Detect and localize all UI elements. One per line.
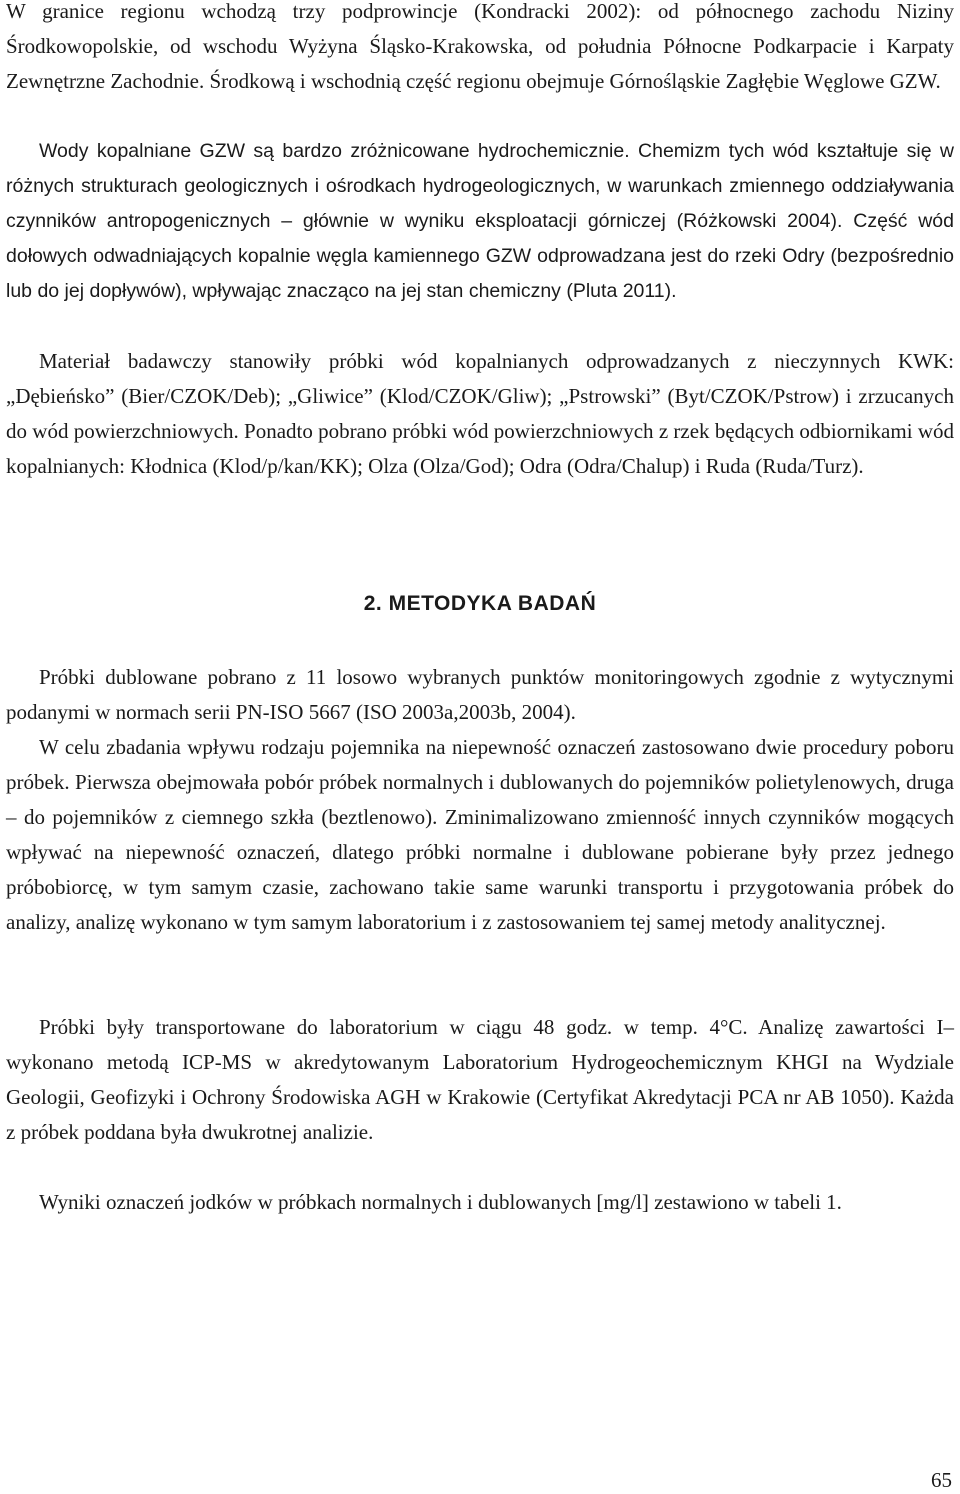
page-number: 65 [931,1468,952,1492]
paragraph-region-boundaries: W granice regionu wchodzą trzy podprowincje (Kondracki 2002): od północnego zachodu Niziny Środkowopolskie, od wschodu Wyżyna Śląsko-Krakowska, od południa Północne Podkarpacie i Karpaty Zewnętrzne Zachodnie. Środkową i wschodnią część regionu obejmuje Górnośląskie Zagłębie Węglowe GZW. [6,0,954,93]
section-heading: 2. METODYKA BADAŃ [363,592,597,615]
paragraph-results-reference: Wyniki oznaczeń jodków w próbkach normalnych i dublowanych [mg/l] zestawiono w tabeli 1. [39,1190,842,1214]
paragraph-duplicate-samples: Próbki dublowane pobrano z 11 losowo wybranych punktów monitoringowych zgodnie z wytycznymi podanymi w normach serii PN-ISO 5667 (ISO 2003a,2003b, 2004). [6,665,954,724]
paragraph-transport-analysis: Próbki były transportowane do laboratorium w ciągu 48 godz. w temp. 4°C. Analizę zawartości I– wykonano metodą ICP-MS w akredytowanym Laboratorium Hydrogeochemicznym KHGI na Wydziale Geologii, Geofizyki i Ochrony Środowiska AGH w Krakowie (Certyfikat Akredytacji PCA nr AB 1050). Każda z próbek poddana była dwukrotnej analizie. [6,1015,954,1144]
paragraph-research-material: Materiał badawczy stanowiły próbki wód kopalnianych odprowadzanych z nieczynnych KWK: „Dębieńsko” (Bier/CZOK/Deb); „Gliwice” (Klod/CZOK/Gliw); „Pstrowski” (Byt/CZOK/Pstrow) i zrzucanych do wód powierzchniowych. Ponadto pobrano próbki wód powierzchniowych z rzek będących odbiornikami wód kopalnianych: Kłodnica (Klod/p/kan/KK); Olza (Olza/God); Odra (Odra/Chalup) i Ruda (Ruda/Turz). [6,349,954,478]
paragraph-sampling-procedure: W celu zbadania wpływu rodzaju pojemnika na niepewność oznaczeń zastosowano dwie procedury poboru próbek. Pierwsza obejmowała pobór próbek normalnych i dublowanych do pojemników polietylenowych, druga – do pojemników z ciemnego szkła (beztlenowo). Zminimalizowano zmienność innych czynników mogących wpływać na niepewność oznaczeń, dlatego próbki normalne i dublowane pobierane były przez jednego próbobiorcę, w tym samym czasie, zachowano takie same warunki transportu i przygotowania próbek do analizy, analizę wykonano w tym samym laboratorium i z zastosowaniem tej samej metody analitycznej. [6,735,954,934]
paragraph-mine-waters: Wody kopalniane GZW są bardzo zróżnicowane hydrochemicznie. Chemizm tych wód kształtuje się w różnych strukturach geologicznych i ośrodkach hydrogeologicznych, w warunkach zmiennego oddziaływania czynników antropogenicznych – głównie w wyniku eksploatacji górniczej (Różkowski 2004). Część wód dołowych odwadniających kopalnie węgla kamiennego GZW odprowadzana jest do rzeki Odry (bezpośrednio lub do jej dopływów), wpływając znacząco na jej stan chemiczny (Pluta 2011). [6,140,954,302]
